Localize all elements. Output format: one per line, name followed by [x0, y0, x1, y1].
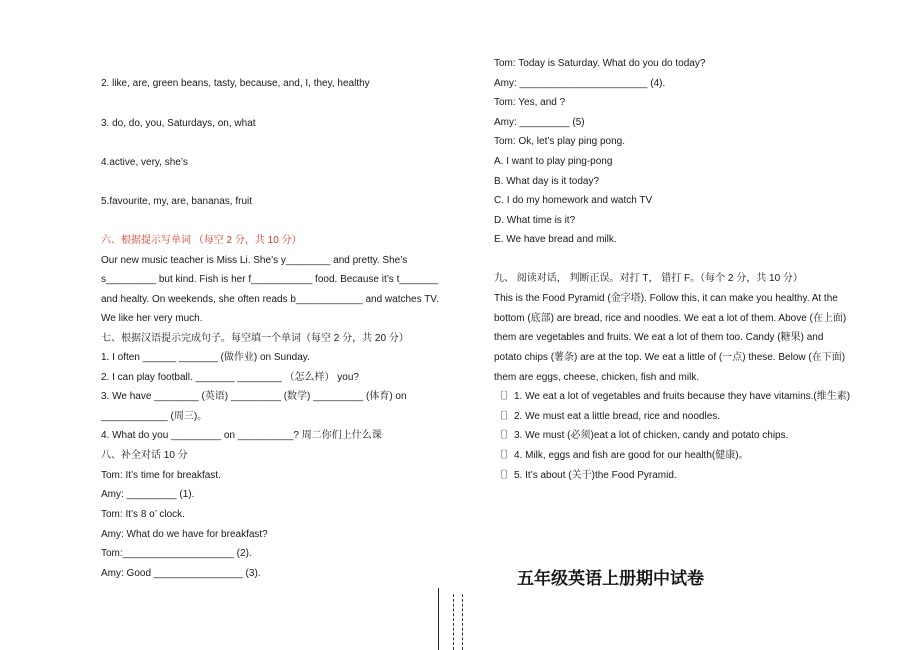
text-line: 3. do, do, you, Saturdays, on, what: [101, 118, 256, 129]
text-line: A. I want to play ping-pong: [494, 156, 613, 167]
text-line: 5.favourite, my, are, bananas, fruit: [101, 196, 253, 207]
text-line: Amy: Good ________________ (3).: [101, 568, 261, 579]
text-line: potato chips (薯条) are at the top. We eat a little of (一点) these. Below (在下面): [494, 352, 846, 363]
text-line: Tom: Ok, let’s play ping pong.: [494, 136, 625, 147]
text-line: s_________ but kind. Fish is her f___________ food. Because it’s t_______: [101, 274, 439, 285]
text-line: 2. like, are, green beans, tasty, because, and, I, they, healthy: [101, 78, 370, 89]
text-line: We like her very much.: [101, 313, 203, 324]
binding-line: [438, 588, 439, 650]
text-line: This is the Food Pyramid (金字塔). Follow this, it can make you healthy. At the: [494, 293, 838, 304]
text-line: Amy: What do we have for breakfast?: [101, 529, 268, 540]
text-line: Amy: _______________________ (4).: [494, 78, 666, 89]
text-line: bottom (底部) are bread, rice and noodles. We eat a lot of them. Above (在上面): [494, 313, 847, 324]
text-line: 〔〕1. We eat a lot of vegetables and fruits because they have vitamins.(维生素): [494, 391, 851, 402]
binding-dashed-line-1: [453, 594, 454, 650]
text-line: ____________ (周三)。: [101, 411, 208, 422]
text-line: Our new music teacher is Miss Li. She’s y________ and pretty. She’s: [101, 255, 408, 266]
text-line: 4.active, very, she’s: [101, 157, 188, 168]
text-line: Tom: It’s 8 o’ clock.: [101, 509, 185, 520]
text-line: Amy: _________ (1).: [101, 489, 195, 500]
text-line: Tom: Yes, and ?: [494, 97, 566, 108]
text-line: Tom:____________________ (2).: [101, 548, 252, 559]
text-line: 〔〕2. We must eat a little bread, rice and noodles.: [494, 411, 721, 422]
text-line: 七、根据汉语提示完成句子。每空填一个单词（每空 2 分，共 20 分）: [101, 333, 409, 344]
text-line: 〔〕4. Milk, eggs and fish are good for our health(健康)。: [494, 450, 749, 461]
text-line: 八、补全对话 10 分: [101, 450, 188, 461]
text-line: 〔〕5. It’s about (关于)the Food Pyramid.: [494, 470, 677, 481]
text-line: 九、 阅读对话， 判断正误。对打 T， 错打 F。（每个 2 分，共 10 分）: [494, 273, 803, 284]
text-line: them are vegetables and fruits. We eat a lot of them too. Candy (糖果) and: [494, 332, 824, 343]
binding-dashed-line-2: [462, 594, 463, 650]
text-line: 4. What do you _________ on __________? 周二你们上什么课: [101, 430, 382, 441]
text-line: E. We have bread and milk.: [494, 234, 617, 245]
text-line: B. What day is it today?: [494, 176, 600, 187]
text-line: them are eggs, cheese, chicken, fish and milk.: [494, 372, 700, 383]
text-line: and healty. On weekends, she often reads b____________ and watches TV.: [101, 294, 439, 305]
text-line: Tom: It’s time for breakfast.: [101, 470, 221, 481]
text-line: Amy: _________ (5): [494, 117, 585, 128]
text-line: 〔〕3. We must (必须)eat a lot of chicken, candy and potato chips.: [494, 430, 789, 441]
text-line: D. What time is it?: [494, 215, 576, 226]
text-line: 2. I can play football. _______ ________ （怎么样） you?: [101, 372, 359, 383]
text-line: 六、根据提示写单词 （每空 2 分，共 10 分）: [101, 235, 302, 246]
text-line: 1. I often ______ _______ (做作业) on Sunday.: [101, 352, 310, 363]
text-line: 3. We have ________ (英语) _________ (数学) _________ (体育) on: [101, 391, 407, 402]
exam-title: 五年级英语上册期中试卷: [517, 569, 704, 589]
text-line: Tom: Today is Saturday. What do you do today?: [494, 58, 706, 69]
text-line: C. I do my homework and watch TV: [494, 195, 653, 206]
